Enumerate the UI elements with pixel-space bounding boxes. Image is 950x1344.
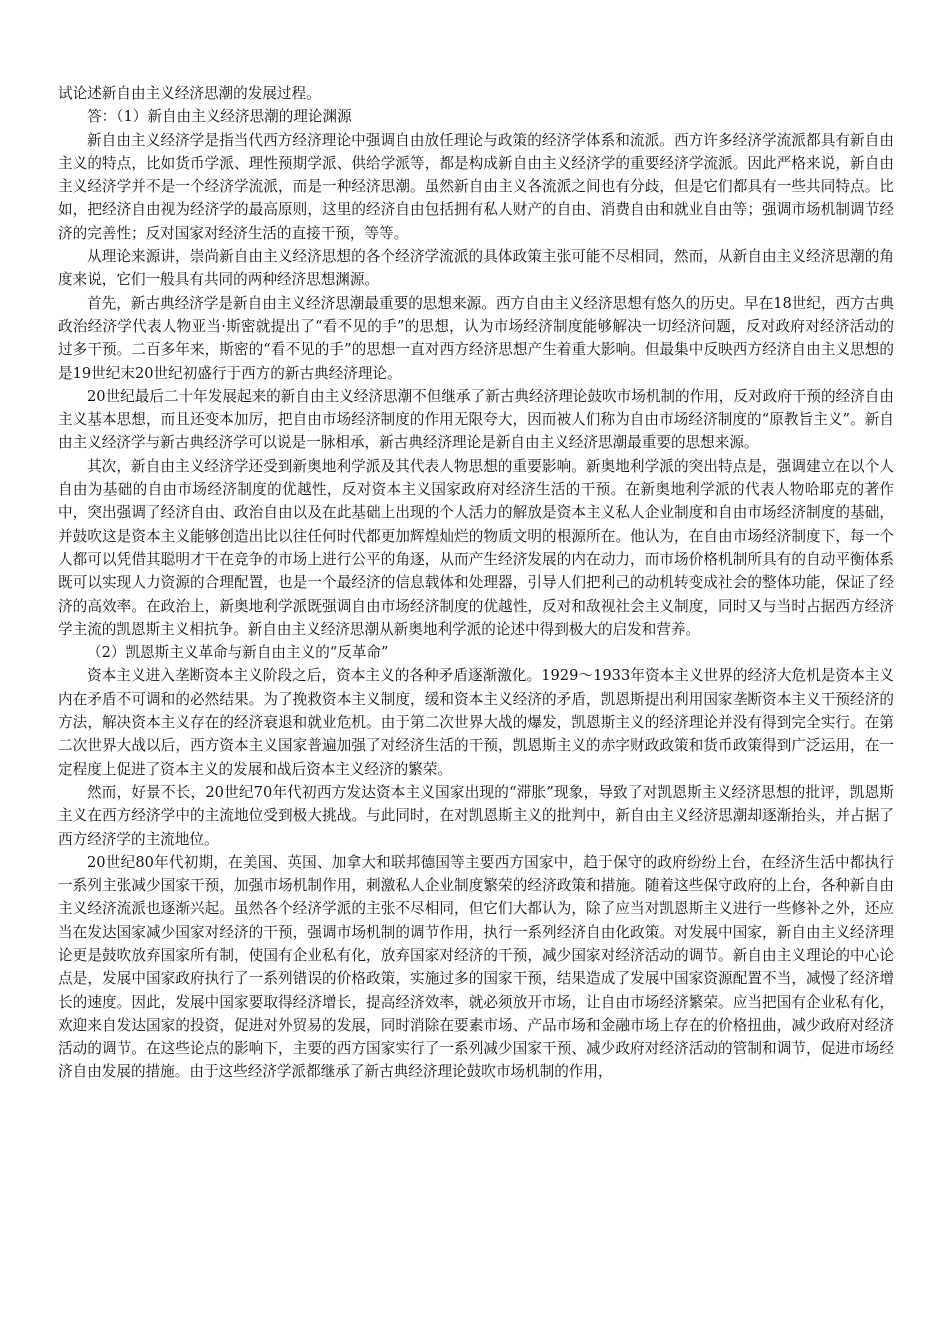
paragraph: 20世纪80年代初期，在美国、英国、加拿大和联邦德国等主要西方国家中，趋于保守的政府纷纷上台，在经济生活中都执行一系列主张减少国家干预，加强市场机制作用，刺激私人企业制度繁荣的经济政策和措施。随着这些保守政府的上台，各种新自由主义经济流派也逐渐兴起。虽然各个经济学派的主张不尽相同，但它们大都认为，除了应当对凯恩斯主义进行一些修补之外，还应当在发达国家减少国家对经济的干预，强调市场机制的调节作用，执行一系列经济自由化政策。对发展中国家，新自由主义经济理论更是鼓吹放弃国家所有制，使国有企业私有化，放弃国家对经济的干预，减少国家对经济活动的调节。新自由主义理论的中心论点是，发展中国家政府执行了一系列错误的价格政策，实施过多的国家干预，结果造成了发展中国家资源配置不当，减慢了经济增长的速度。因此，发展中国家要取得经济增长，提高经济效率，就必须放开市场，让自由市场经济繁荣。应当把国有企业私有化，欢迎来自发达国家的投资，促进对外贸易的发展，同时消除在要素市场、产品市场和金融市场上存在的价格扭曲，减少政府对经济活动的调节。在这些论点的影响下，主要的西方国家实行了一系列减少国家干预、减少政府对经济活动的管制和调节，促进市场经济自由发展的措施。由于这些经济学派都继承了新古典经济理论鼓吹市场机制的作用， xyxy=(58,853,894,1081)
answer-heading-2: （2）凯恩斯主义革命与新自由主义的“反革命” xyxy=(87,644,389,662)
paragraph: 资本主义进入垄断资本主义阶段之后，资本主义的各种矛盾逐渐激化。1929～1933年资本主义世界的经济大危机是资本主义内在矛盾不可调和的必然结果。为了挽救资本主义制度，缓和资本主义经济的矛盾，凯恩斯提出利用国家垄断资本主义干预经济的方法，解决资本主义存在的经济衰退和就业危机。由于第二次世界大战的爆发，凯恩斯主义的经济理论并没有得到完全实行。在第二次世界大战以后，西方资本主义国家普遍加强了对经济生活的干预，凯恩斯主义的赤字财政政策和货币政策得到广泛运用，在一定程度上促进了资本主义的发展和战后资本主义经济的繁荣。 xyxy=(58,667,894,778)
question-title: 试论述新自由主义经济思潮的发展过程。 xyxy=(58,85,321,102)
paragraph: 20世纪最后二十年发展起来的新自由主义经济思潮不但继承了新古典经济理论鼓吹市场机制的作用，反对政府干预的经济自由主义基本思想，而且还变本加厉，把自由市场经济制度的作用无限夸大，因而被人们称为自由市场经济制度的“原教旨主义”。新自由主义经济学与新古典经济学可以说是一脉相承，新古典经济理论是新自由主义经济思潮最重要的思想来源。 xyxy=(58,387,894,452)
paragraph: 首先，新古典经济学是新自由主义经济思潮最重要的思想来源。西方自由主义经济思想有悠久的历史。早在18世纪，西方古典政治经济学代表人物亚当·斯密就提出了“看不见的手”的思想，认为市场经济制度能够解决一切经济问题，反对政府对经济活动的过多干预。二百多年来，斯密的“看不见的手”的思想一直对西方经济思想产生着重大影响。但最集中反映西方经济自由主义思想的是19世纪末20世纪初盛行于西方的新古典经济理论。 xyxy=(58,294,894,382)
paragraph: 然而，好景不长，20世纪70年代初西方发达资本主义国家出现的“滞胀”现象，导致了对凯恩斯主义经济思想的批评，凯恩斯主义在西方经济学中的主流地位受到极大挑战。与此同时，在对凯恩斯主义的批判中，新自由主义经济思潮却逐渐抬头，并占据了西方经济学的主流地位。 xyxy=(58,783,894,848)
answer-heading-1: 答：（1）新自由主义经济思潮的理论渊源 xyxy=(87,108,352,126)
paragraph: 从理论来源讲，崇尚新自由主义经济思想的各个经济学流派的具体政策主张可能不尽相同，然而，从新自由主义经济思潮的角度来说，它们一般具有共同的两种经济思想渊源。 xyxy=(58,248,894,289)
paragraph: 其次，新自由主义经济学还受到新奥地利学派及其代表人物思想的重要影响。新奥地利学派的突出特点是，强调建立在以个人自由为基础的自由市场经济制度的优越性，反对资本主义国家政府对经济生活的干预。在新奥地利学派的代表人物哈耶克的著作中，突出强调了经济自由、政治自由以及在此基础上出现的个人活力的解放是资本主义私人企业制度和自由市场经济制度的基础，并鼓吹这是资本主义能够创造出比以往任何时代都更加辉煌灿烂的物质文明的根源所在。他认为，在自由市场经济制度下，每一个人都可以凭借其聪明才干在竞争的市场上进行公平的角逐，从而产生经济发展的内在动力，而市场价格机制所具有的自动平衡体系既可以实现人力资源的合理配置，也是一个最经济的信息载体和处理器，引导人们把利己的动机转变成社会的整体功能，保证了经济的高效率。在政治上，新奥地利学派既强调自由市场经济制度的优越性，反对和敌视社会主义制度，同时又与当时占据西方经济学主流的凯恩斯主义相抗争。新自由主义经济思潮从新奥地利学派的论述中得到极大的启发和营养。 xyxy=(58,457,894,638)
paragraph: 新自由主义经济学是指当代西方经济理论中强调自由放任理论与政策的经济学体系和流派。西方许多经济学流派都具有新自由主义的特点，比如货币学派、理性预期学派、供给学派等，都是构成新自由主义经济学的重要经济学流派。因此严格来说，新自由主义经济学并不是一个经济学流派，而是一种经济思潮。虽然新自由主义各流派之间也有分歧，但是它们都具有一些共同特点。比如，把经济自由视为经济学的最高原则，这里的经济自由包括拥有私人财产的自由、消费自由和就业自由等；强调市场机制调节经济的完善性；反对国家对经济生活的直接干预，等等。 xyxy=(58,131,894,242)
document-page xyxy=(58,82,894,1084)
